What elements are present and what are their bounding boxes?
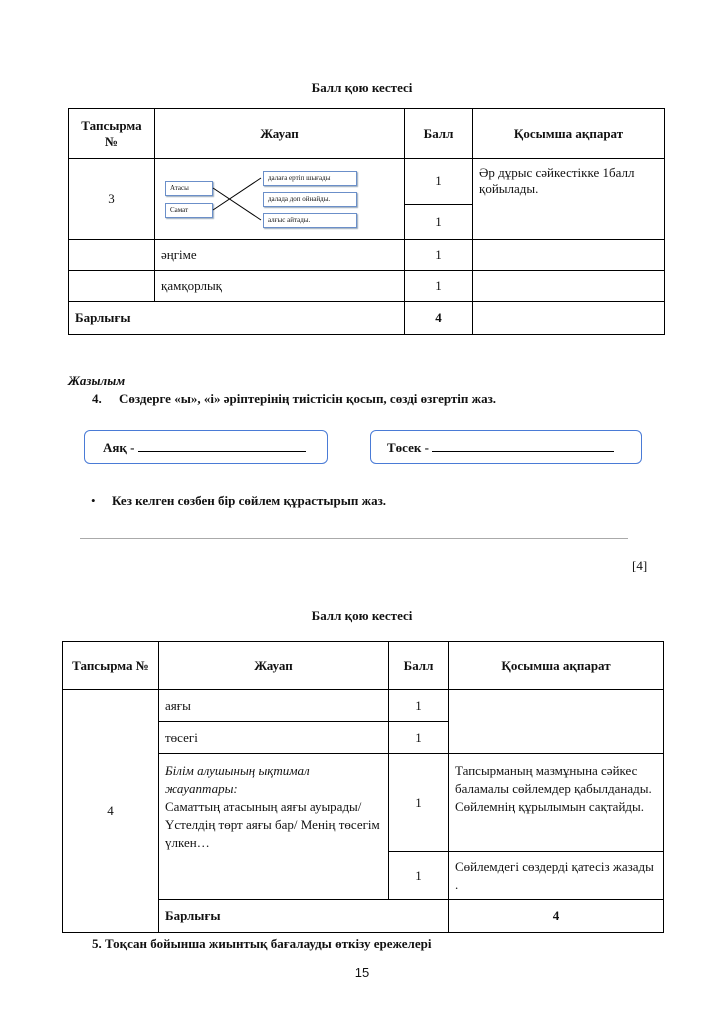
table1-score-care: 1 (405, 271, 473, 302)
matching-diagram (155, 159, 405, 240)
table2-answer-3 (159, 754, 389, 900)
table2-answer-3-caption: Білім алушының ықтимал жауаптары: (165, 763, 310, 796)
word1-blank[interactable] (138, 439, 306, 452)
table2 (62, 641, 664, 933)
table2-task-number: 4 (63, 690, 159, 933)
table2-score-3: 1 (389, 754, 449, 852)
table1-total-label: Барлығы (69, 302, 405, 335)
page-number: 15 (354, 965, 370, 980)
word2-blank[interactable] (432, 439, 614, 452)
table1-header-info: Қосымша ақпарат (473, 109, 665, 159)
table1-score-b: 1 (405, 204, 473, 239)
table1-answer-care: қамқорлық (155, 271, 405, 302)
match-right-3: алғыс айтады. (263, 213, 357, 228)
table1-header-answer: Жауап (155, 109, 405, 159)
word1-box (84, 430, 328, 464)
table1-score-story: 1 (405, 240, 473, 271)
table1-header-task: Тапсырма № (69, 109, 155, 159)
table2-score-4: 1 (389, 852, 449, 900)
table2-score-1: 1 (389, 690, 449, 722)
table2-header-info: Қосымша ақпарат (449, 642, 664, 690)
table2-score-2: 1 (389, 722, 449, 754)
table1-note: Әр дұрыс сәйкестікке 1балл қойылады. (473, 159, 665, 240)
table2-header-answer: Жауап (159, 642, 389, 690)
table1-title: Балл қою кестесі (311, 80, 413, 95)
word1-label: Аяқ - (103, 440, 135, 455)
table2-answer-2: төсегі (159, 722, 389, 754)
section-heading: Жазылым (68, 373, 126, 388)
bullet-dot: • (91, 493, 96, 508)
table2-note-4: Сөйлемдегі сөздерді қатесіз жазады . (449, 852, 664, 900)
matching-lines (155, 159, 405, 239)
table2-title: Балл қою кестесі (311, 608, 413, 623)
table1-answer-story: әңгіме (155, 240, 405, 271)
table2-total: 4 (449, 900, 664, 933)
table2-header-task: Тапсырма № (63, 642, 159, 690)
next-item: 5. Тоқсан бойынша жиынтық бағалауды өткізу ережелері (92, 936, 432, 951)
table2-answer-3-examples: Саматтың атасының аяғы ауырады/ Үстелдің төрт аяғы бар/ Менің төсегім үлкен… (165, 799, 380, 850)
match-right-1: далаға ертіп шығады (263, 171, 357, 186)
table1 (68, 108, 665, 335)
bullet-instruction: Кез келген сөзбен бір сөйлем құрастырып жаз. (112, 493, 387, 508)
word2-label: Төсек - (387, 440, 429, 455)
table1-header-score: Балл (405, 109, 473, 159)
match-left-2: Самат (165, 203, 213, 218)
task4-number: 4. (92, 391, 102, 406)
match-left-1: Атасы (165, 181, 213, 196)
table1-task-number: 3 (69, 159, 155, 240)
table1-score-a: 1 (405, 159, 473, 205)
task4-marks: [4] (632, 558, 648, 573)
table2-note-3: Тапсырманың мазмұнына сәйкес баламалы сөйлемдер қабылданады. Сөйлемнің құрылымын сақтайды. (449, 754, 664, 852)
answer-line[interactable] (80, 538, 628, 539)
table2-total-label: Барлығы (159, 900, 449, 933)
word2-box (370, 430, 642, 464)
table1-total: 4 (405, 302, 473, 335)
table2-answer-1: аяғы (159, 690, 389, 722)
table2-header-score: Балл (389, 642, 449, 690)
match-right-2: далада доп ойнайды. (263, 192, 357, 207)
task4-instruction: Сөздерге «ы», «і» әріптерінің тиістісін қосып, сөзді өзгертіп жаз. (119, 391, 497, 406)
